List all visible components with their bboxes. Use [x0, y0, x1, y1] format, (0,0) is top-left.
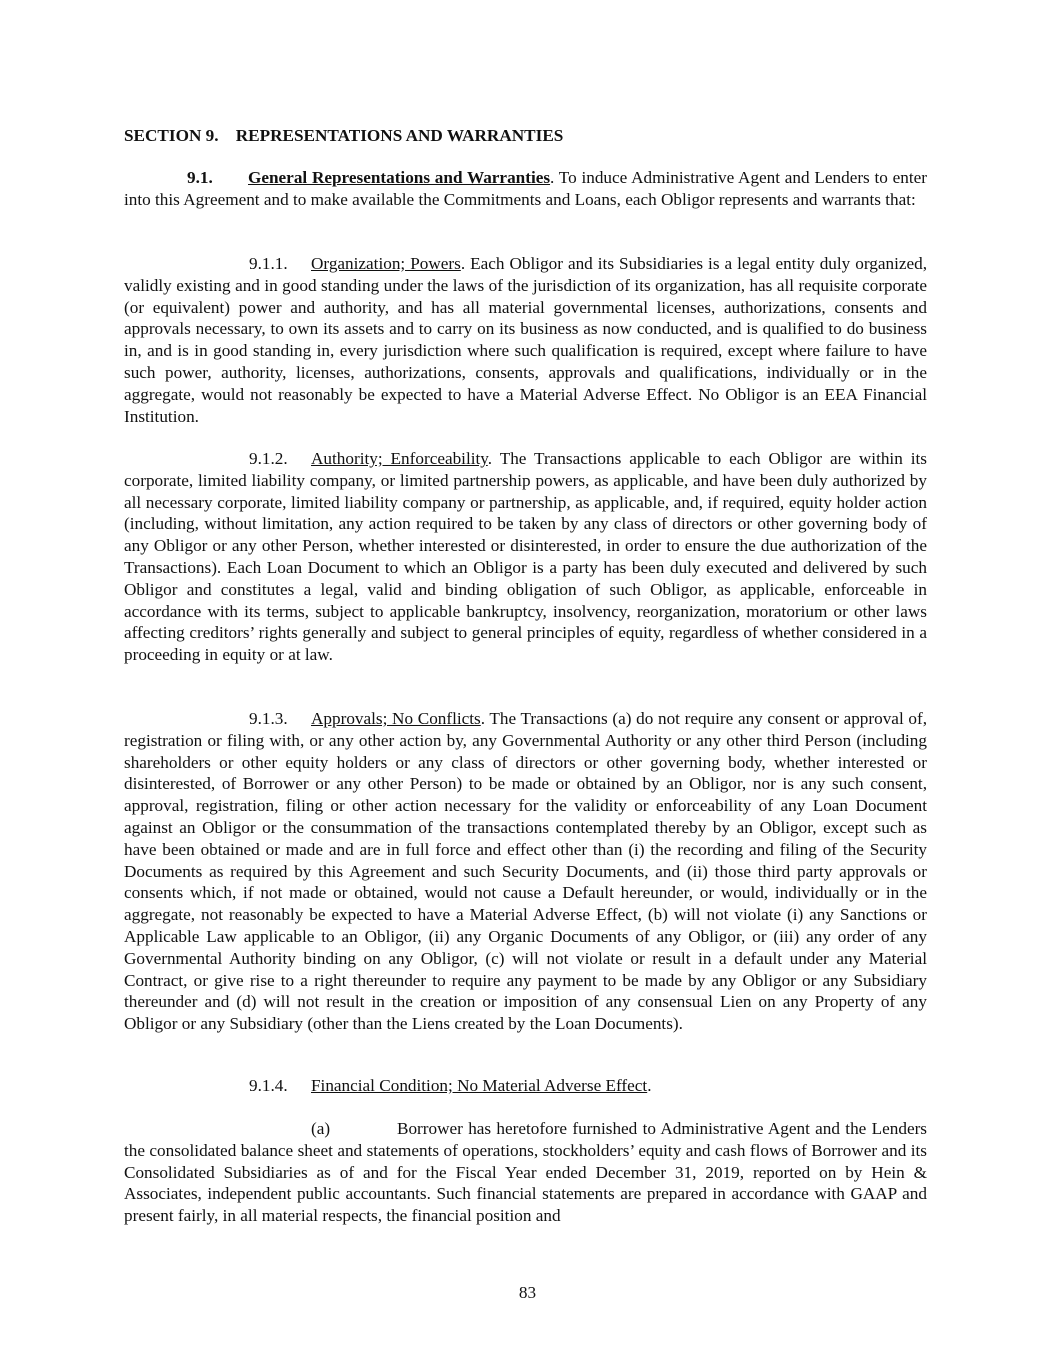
- paragraph-text: . The Transactions (a) do not require any consent or approval of, registration or filing with, or any other action by, any Governmental Authority or any other third Person (including shareholders or other equity holders or any class of directors or other governing body, whether interested or disinterested, of Borrower or any other Person) to be made or obtained by an Obligor, nor is any such consent, approval, registration, filing or other action necessary for the validity or enforceability of any Loan Document against an Obligor or the consummation of the transactions contemplated thereby by an Obligor, except such as have been obtained or made and are in full force and effect other than (i) the recording and filing of the Security Documents as required by this Agreement and such Security Documents, and (ii) those third party approvals or consents which, if not made or obtained, would not cause a Default hereunder, or would, individually or in the aggregate, not reasonably be expected to have a Material Adverse Effect, (b) will not violate (i) any Sanctions or Applicable Law applicable to an Obligor, (ii) any Organic Documents of any Obligor, or (iii) any order of any Governmental Authority binding on any Obligor, (c) will not violate or result in a default under any Material Contract, or give rise to a right thereunder to require any payment to be made by any Obligor or any Subsidiary thereunder and (d) will not result in the creation or imposition of any consensual Lien on any Property of any Obligor or any Subsidiary (other than the Liens created by the Loan Documents).: [124, 709, 927, 1034]
- paragraph-title: Approvals; No Conflicts: [311, 709, 481, 728]
- paragraph-title: Financial Condition; No Material Adverse Effect: [311, 1076, 648, 1095]
- paragraph-text: . The Transactions applicable to each Obligor are within its corporate, limited liability company, or limited partnership powers, as applicable, and have been duly authorized by all necessary corporate, limited liability company or partnership, as applicable, and, if required, equity holder action (including, without limitation, any action required to be taken by any class of directors or other governing body of any Obligor or any other Person, whether interested or disinterested, in order to ensure the due authorization of the Transactions). Each Loan Document to which an Obligor is a party has been duly executed and delivered by such Obligor and constitutes a legal, valid and binding obligation of such Obligor, as applicable, enforceable in accordance with its terms, subject to applicable bankruptcy, insolvency, reorganization, moratorium or other laws affecting creditors’ rights generally and subject to general principles of equity, regardless of whether considered in a proceeding in equity or at law.: [124, 449, 927, 665]
- paragraph-number: 9.1.2.: [249, 449, 288, 468]
- paragraph-text: Borrower has heretofore furnished to Administrative Agent and the Lenders the consolidated balance sheet and statements of operations, stockholders’ equity and cash flows of Borrower and its Consolidated Subsidiaries as of and for the Fiscal Year ended December 31, 2019, reported on by Hein & Associates, independent public accountants. Such financial statements are prepared in accordance with GAAP and present fairly, in all material respects, the financial position and: [124, 1119, 927, 1226]
- paragraph-title: General Representations and Warranties: [248, 168, 551, 187]
- paragraph-number: 9.1.1.: [249, 254, 288, 273]
- paragraph-9-1: [124, 167, 927, 211]
- paragraph-9-1-3: [124, 708, 927, 1035]
- section-title: REPRESENTATIONS AND WARRANTIES: [235, 126, 564, 145]
- paragraph-text: . To induce Administrative Agent and Lenders to enter into this Agreement and to make available the Commitments and Loans, each Obligor represents and warrants that:: [124, 168, 928, 209]
- paragraph-number: 9.1.3.: [249, 709, 288, 728]
- paragraph-9-1-2: [124, 448, 927, 666]
- paragraph-text: .: [647, 1076, 652, 1095]
- paragraph-9-1-4: [124, 1075, 927, 1097]
- section-heading: [124, 125, 563, 147]
- section-number: SECTION 9.: [124, 126, 219, 145]
- paragraph-title: Organization; Powers: [311, 254, 461, 273]
- page-number: 83: [518, 1283, 537, 1302]
- paragraph-number: (a): [311, 1119, 331, 1138]
- paragraph-9-1-4-a: [124, 1118, 927, 1227]
- paragraph-number: 9.1.: [187, 168, 213, 187]
- paragraph-title: Authority; Enforceability: [311, 449, 488, 468]
- paragraph-text: . Each Obligor and its Subsidiaries is a legal entity duly organized, validly existing and in good standing under the laws of the jurisdiction of its organization, has all requisite corporate (or equivalent) power and authority, and has all material governmental licenses, authorizations, consents and approvals necessary, to own its assets and to carry on its business as now conducted, and is qualified to do business in, and is in good standing in, every jurisdiction where such qualification is required, except where failure to have such power, authority, licenses, authorizations, consents, approvals and qualifications, individually or in the aggregate, would not reasonably be expected to have a Material Adverse Effect. No Obligor is an EEA Financial Institution.: [124, 254, 928, 426]
- paragraph-number: 9.1.4.: [249, 1076, 288, 1095]
- paragraph-9-1-1: [124, 253, 927, 427]
